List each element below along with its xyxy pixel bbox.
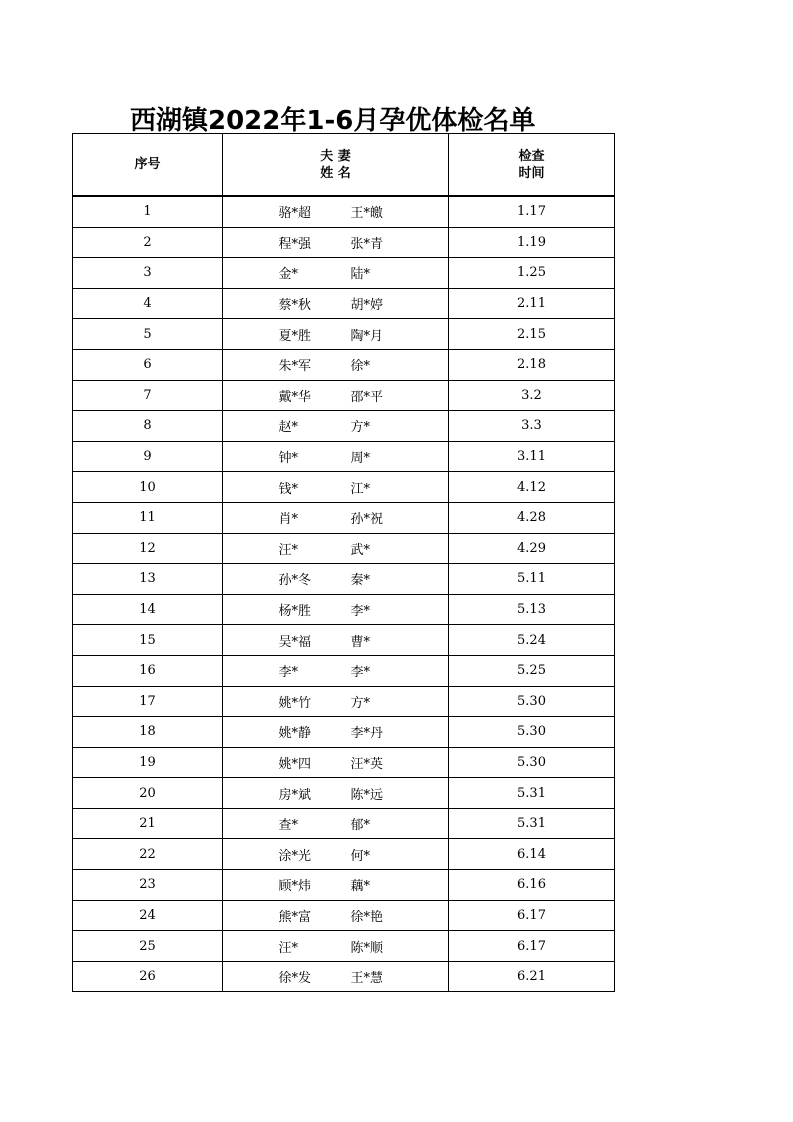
header-exam-date — [449, 134, 615, 197]
couple-names-wrap — [279, 600, 409, 619]
couple-names-wrap — [279, 233, 409, 252]
table-row — [73, 533, 615, 564]
row-couple-names — [223, 227, 449, 258]
table-row — [73, 808, 615, 839]
husband-name: 姚*竹 — [278, 695, 312, 711]
header-couple-line1: 夫 妻 — [320, 148, 351, 164]
husband-name: 熊*富 — [278, 909, 312, 925]
couple-names-wrap — [279, 416, 409, 435]
row-couple-names — [223, 717, 449, 748]
wife-name: 秦* — [350, 573, 371, 589]
row-couple-names — [223, 258, 449, 289]
table-row — [73, 227, 615, 258]
couple-names-wrap — [279, 294, 409, 313]
table-row — [73, 349, 615, 380]
husband-name: 蔡*秋 — [278, 298, 312, 314]
wife-name: 孙*祝 — [350, 512, 384, 528]
couple-names-wrap — [279, 263, 409, 282]
table-row — [73, 747, 615, 778]
table-row — [73, 870, 615, 901]
header-couple-line2: 姓 名 — [320, 165, 351, 181]
row-seq: 19 — [73, 747, 223, 778]
row-exam-date: 1.25 — [449, 258, 615, 289]
table-row — [73, 288, 615, 319]
row-seq: 8 — [73, 411, 223, 442]
row-couple-names — [223, 502, 449, 533]
husband-name: 杨*胜 — [278, 604, 312, 620]
row-couple-names — [223, 655, 449, 686]
row-exam-date: 6.17 — [449, 900, 615, 931]
row-couple-names — [223, 380, 449, 411]
wife-name: 王*皦 — [350, 206, 384, 222]
row-seq: 20 — [73, 778, 223, 809]
row-exam-date: 4.29 — [449, 533, 615, 564]
couple-names-wrap — [279, 569, 409, 588]
row-exam-date: 5.25 — [449, 655, 615, 686]
husband-name: 程*强 — [278, 236, 312, 252]
row-couple-names — [223, 411, 449, 442]
table-row — [73, 594, 615, 625]
wife-name: 徐* — [350, 359, 371, 375]
wife-name: 徐*艳 — [350, 909, 384, 925]
row-seq: 6 — [73, 349, 223, 380]
table-row — [73, 196, 615, 227]
couple-names-wrap — [279, 539, 409, 558]
row-seq: 24 — [73, 900, 223, 931]
table-row — [73, 686, 615, 717]
husband-name: 赵* — [278, 420, 299, 436]
wife-name: 陶*月 — [350, 328, 384, 344]
husband-name: 夏*胜 — [278, 328, 312, 344]
row-seq: 9 — [73, 441, 223, 472]
table-row — [73, 839, 615, 870]
couple-names-wrap — [279, 325, 409, 344]
row-seq: 13 — [73, 564, 223, 595]
row-couple-names — [223, 900, 449, 931]
exam-roster-table — [72, 133, 615, 992]
wife-name: 胡*婷 — [350, 298, 384, 314]
header-seq: 序号 — [73, 134, 223, 197]
row-couple-names — [223, 441, 449, 472]
wife-name: 李* — [350, 604, 371, 620]
row-exam-date: 5.24 — [449, 625, 615, 656]
table-row — [73, 564, 615, 595]
table-row — [73, 258, 615, 289]
row-seq: 25 — [73, 931, 223, 962]
row-couple-names — [223, 196, 449, 227]
table-row — [73, 441, 615, 472]
wife-name: 何* — [350, 848, 371, 864]
row-couple-names — [223, 931, 449, 962]
row-seq: 23 — [73, 870, 223, 901]
row-couple-names — [223, 839, 449, 870]
husband-name: 钱* — [278, 481, 299, 497]
couple-names-wrap — [279, 661, 409, 680]
couple-names-wrap — [279, 967, 409, 986]
table-body — [73, 196, 615, 992]
husband-name: 涂*光 — [278, 848, 312, 864]
wife-name: 方* — [350, 420, 371, 436]
row-exam-date: 2.11 — [449, 288, 615, 319]
wife-name: 李*丹 — [350, 726, 384, 742]
row-exam-date: 6.17 — [449, 931, 615, 962]
couple-names-wrap — [279, 814, 409, 833]
husband-name: 顾*炜 — [278, 879, 312, 895]
couple-names-wrap — [279, 753, 409, 772]
husband-name: 汪* — [278, 542, 299, 558]
row-seq: 10 — [73, 472, 223, 503]
husband-name: 房*斌 — [278, 787, 312, 803]
husband-name: 徐*发 — [278, 971, 312, 987]
table-row — [73, 472, 615, 503]
table-row — [73, 380, 615, 411]
row-seq: 26 — [73, 961, 223, 992]
couple-names-wrap — [279, 722, 409, 741]
husband-name: 汪* — [278, 940, 299, 956]
row-seq: 11 — [73, 502, 223, 533]
couple-names-wrap — [279, 386, 409, 405]
row-exam-date: 4.12 — [449, 472, 615, 503]
wife-name: 王*慧 — [350, 971, 384, 987]
row-seq: 22 — [73, 839, 223, 870]
row-seq: 14 — [73, 594, 223, 625]
table-header-row — [73, 134, 615, 197]
wife-name: 武* — [350, 542, 371, 558]
table-row — [73, 411, 615, 442]
document-title: 西湖镇2022年1-6月孕优体检名单 — [130, 106, 536, 136]
husband-name: 朱*军 — [278, 359, 312, 375]
husband-name: 孙*冬 — [278, 573, 312, 589]
row-exam-date: 3.11 — [449, 441, 615, 472]
row-seq: 5 — [73, 319, 223, 350]
row-exam-date: 5.30 — [449, 686, 615, 717]
row-couple-names — [223, 686, 449, 717]
row-couple-names — [223, 808, 449, 839]
wife-name: 曹* — [350, 634, 371, 650]
header-date-line1: 检查 — [518, 148, 545, 164]
wife-name: 江* — [350, 481, 371, 497]
couple-names-wrap — [279, 508, 409, 527]
husband-name: 金* — [278, 267, 299, 283]
table-row — [73, 900, 615, 931]
row-seq: 7 — [73, 380, 223, 411]
table-row — [73, 931, 615, 962]
row-exam-date: 1.19 — [449, 227, 615, 258]
row-seq: 17 — [73, 686, 223, 717]
husband-name: 吴*福 — [278, 634, 312, 650]
couple-names-wrap — [279, 875, 409, 894]
row-exam-date: 5.13 — [449, 594, 615, 625]
wife-name: 陆* — [350, 267, 371, 283]
table-row — [73, 655, 615, 686]
row-exam-date: 3.3 — [449, 411, 615, 442]
table-row — [73, 961, 615, 992]
row-couple-names — [223, 870, 449, 901]
couple-names-wrap — [279, 784, 409, 803]
row-exam-date: 6.21 — [449, 961, 615, 992]
wife-name: 李* — [350, 665, 371, 681]
row-seq: 1 — [73, 196, 223, 227]
row-exam-date: 4.28 — [449, 502, 615, 533]
husband-name: 查* — [278, 818, 299, 834]
wife-name: 汪*英 — [350, 756, 384, 772]
row-exam-date: 5.31 — [449, 808, 615, 839]
row-exam-date: 1.17 — [449, 196, 615, 227]
row-couple-names — [223, 961, 449, 992]
row-seq: 2 — [73, 227, 223, 258]
couple-names-wrap — [279, 355, 409, 374]
couple-names-wrap — [279, 937, 409, 956]
wife-name: 陈*远 — [350, 787, 384, 803]
couple-names-wrap — [279, 845, 409, 864]
row-couple-names — [223, 472, 449, 503]
row-exam-date: 6.16 — [449, 870, 615, 901]
table-row — [73, 778, 615, 809]
row-seq: 18 — [73, 717, 223, 748]
row-couple-names — [223, 319, 449, 350]
row-seq: 21 — [73, 808, 223, 839]
husband-name: 戴*华 — [278, 389, 312, 405]
wife-name: 周* — [350, 451, 371, 467]
wife-name: 方* — [350, 695, 371, 711]
row-exam-date: 5.30 — [449, 717, 615, 748]
couple-names-wrap — [279, 906, 409, 925]
wife-name: 郁* — [350, 818, 371, 834]
table-row — [73, 625, 615, 656]
row-seq: 4 — [73, 288, 223, 319]
row-seq: 15 — [73, 625, 223, 656]
row-exam-date: 3.2 — [449, 380, 615, 411]
row-couple-names — [223, 564, 449, 595]
row-seq: 16 — [73, 655, 223, 686]
wife-name: 张*青 — [350, 236, 384, 252]
husband-name: 姚*静 — [278, 726, 312, 742]
table-row — [73, 319, 615, 350]
row-couple-names — [223, 288, 449, 319]
wife-name: 邵*平 — [350, 389, 384, 405]
header-couple-names — [223, 134, 449, 197]
row-couple-names — [223, 747, 449, 778]
row-seq: 12 — [73, 533, 223, 564]
row-couple-names — [223, 349, 449, 380]
row-exam-date: 5.31 — [449, 778, 615, 809]
row-couple-names — [223, 625, 449, 656]
husband-name: 骆*超 — [278, 206, 312, 222]
table-row — [73, 717, 615, 748]
row-couple-names — [223, 778, 449, 809]
row-exam-date: 5.30 — [449, 747, 615, 778]
couple-names-wrap — [279, 692, 409, 711]
row-exam-date: 2.18 — [449, 349, 615, 380]
row-exam-date: 2.15 — [449, 319, 615, 350]
row-seq: 3 — [73, 258, 223, 289]
wife-name: 藕* — [350, 879, 371, 895]
husband-name: 钟* — [278, 451, 299, 467]
couple-names-wrap — [279, 478, 409, 497]
husband-name: 李* — [278, 665, 299, 681]
wife-name: 陈*顺 — [350, 940, 384, 956]
husband-name: 姚*四 — [278, 756, 312, 772]
couple-names-wrap — [279, 202, 409, 221]
header-date-line2: 时间 — [518, 165, 545, 181]
row-couple-names — [223, 594, 449, 625]
couple-names-wrap — [279, 447, 409, 466]
couple-names-wrap — [279, 631, 409, 650]
row-couple-names — [223, 533, 449, 564]
row-exam-date: 6.14 — [449, 839, 615, 870]
table-row — [73, 502, 615, 533]
husband-name: 肖* — [278, 512, 299, 528]
row-exam-date: 5.11 — [449, 564, 615, 595]
